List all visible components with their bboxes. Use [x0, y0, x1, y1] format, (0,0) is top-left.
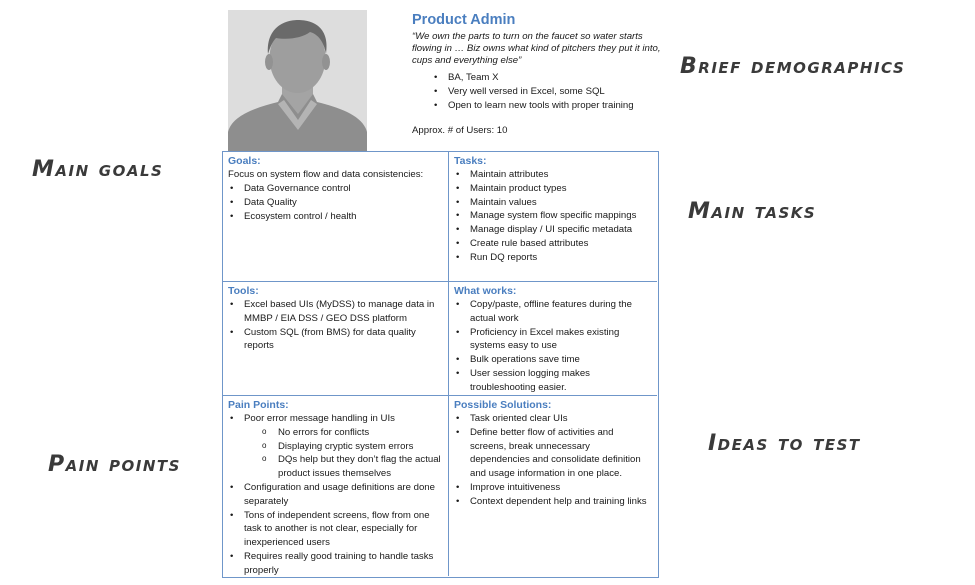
solutions-list — [454, 412, 652, 509]
user-count: Approx. # of Users: 10 — [412, 124, 508, 136]
solutions-title: Possible Solutions: — [454, 399, 552, 411]
list-item: o Displaying cryptic system errors — [262, 440, 443, 454]
goals-list — [228, 182, 443, 223]
persona-title: Product Admin — [412, 12, 516, 28]
list-item: • Open to learn new tools with proper training — [434, 99, 662, 113]
list-item: • Manage display / UI specific metadata — [454, 223, 652, 237]
persona-quote: “We own the parts to turn on the faucet so water starts flowing in … Biz owns what kind of pitchers they put it into, cups and everything else” — [412, 31, 661, 67]
list-item: • Bulk operations save time — [454, 353, 652, 367]
list-item: • BA, Team X — [434, 71, 662, 85]
list-item: • Custom SQL (from BMS) for data quality reports — [228, 326, 443, 354]
list-item: • Tons of independent screens, flow from one task to another is not clear, especially for inexperienced users — [228, 509, 443, 550]
label-brief-demographics: Brief demographics — [680, 54, 906, 79]
list-item: • Task oriented clear UIs — [454, 412, 652, 426]
tools-list — [228, 298, 443, 353]
list-item: o No errors for conflicts — [262, 426, 443, 440]
list-item: • Excel based UIs (MyDSS) to manage data in MMBP / EIA DSS / GEO DSS platform — [228, 298, 443, 326]
list-item: • Improve intuitiveness — [454, 481, 652, 495]
list-item: • Maintain attributes — [454, 168, 652, 182]
list-item: • Proficiency in Excel makes existing systems easy to use — [454, 326, 652, 354]
goals-title: Goals: — [228, 155, 261, 167]
list-item: • Poor error message handling in UIs — [228, 412, 443, 426]
list-item: • Manage system flow specific mappings — [454, 209, 652, 223]
goals-section — [223, 152, 449, 282]
list-item: • Data Governance control — [228, 182, 443, 196]
pain-points-section — [223, 396, 449, 576]
label-main-tasks: Main tasks — [688, 199, 817, 224]
what-works-title: What works: — [454, 285, 517, 297]
goals-intro: Focus on system flow and data consistencies: — [228, 169, 424, 180]
user-silhouette-icon — [228, 10, 367, 151]
persona-header — [412, 12, 662, 136]
tools-section — [223, 282, 449, 396]
list-item: o DQs help but they don’t flag the actual product issues themselves — [262, 453, 443, 481]
what-works-section — [449, 282, 657, 396]
pain-points-title: Pain Points: — [228, 399, 289, 411]
list-item: • Create rule based attributes — [454, 237, 652, 251]
list-item: • User session logging makes troubleshooting easier. — [454, 367, 652, 395]
list-item: • Maintain values — [454, 196, 652, 210]
list-item: • Very well versed in Excel, some SQL — [434, 85, 662, 99]
label-pain-points: Pain points — [48, 452, 181, 477]
persona-grid — [222, 151, 659, 578]
persona-details — [434, 71, 662, 113]
list-item: • Data Quality — [228, 196, 443, 210]
list-item: • Run DQ reports — [454, 251, 652, 265]
list-item: • Ecosystem control / health — [228, 210, 443, 224]
list-item: • Maintain product types — [454, 182, 652, 196]
tasks-section — [449, 152, 657, 282]
tasks-title: Tasks: — [454, 155, 487, 167]
label-main-goals: Main goals — [32, 157, 164, 182]
list-item: • Requires really good training to handle tasks properly — [228, 550, 443, 578]
pain-points-sublist — [262, 426, 443, 481]
what-works-list — [454, 298, 652, 395]
pain-points-list-more — [228, 481, 443, 578]
pain-points-list — [228, 412, 443, 426]
solutions-section — [449, 396, 657, 576]
persona-avatar — [228, 10, 367, 151]
list-item: • Copy/paste, offline features during the actual work — [454, 298, 652, 326]
label-ideas-to-test: Ideas to test — [708, 431, 861, 456]
tasks-list — [454, 168, 652, 265]
list-item: • Define better flow of activities and screens, break unnecessary dependencies and consolidate definition and usage information in one place. — [454, 426, 652, 481]
list-item: • Configuration and usage definitions are done separately — [228, 481, 443, 509]
list-item: • Context dependent help and training links — [454, 495, 652, 509]
tools-title: Tools: — [228, 285, 259, 297]
